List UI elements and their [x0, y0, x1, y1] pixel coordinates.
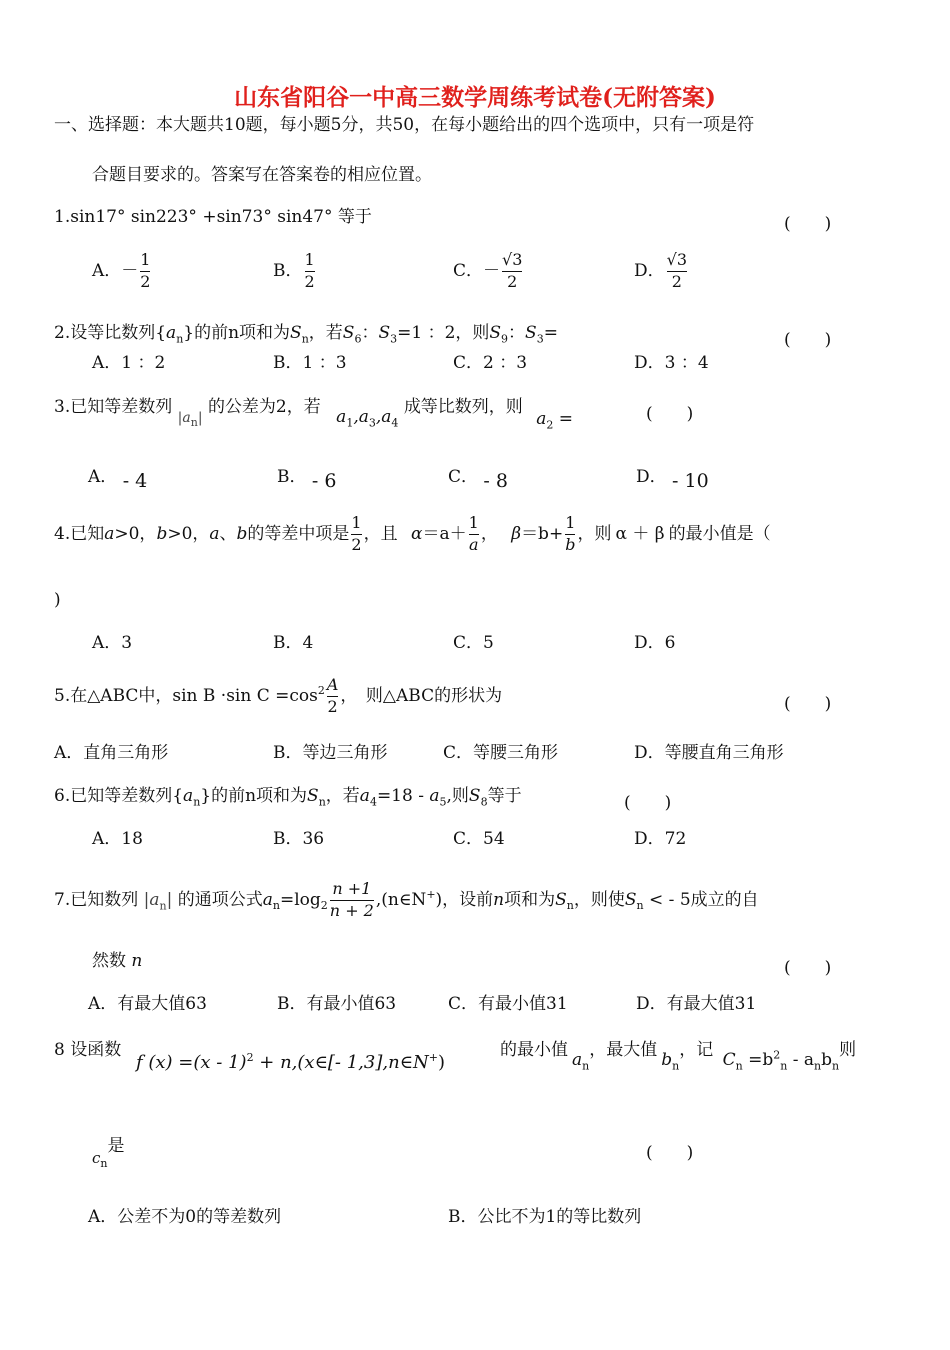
question-1-option-c: C．－ $\frac{√3}{2}$ — [453, 250, 523, 291]
question-7-option-b: B．有最小值63 — [277, 994, 397, 1014]
question-2-answer-blank: ( ) — [784, 330, 832, 350]
question-4-option-d: D．6 — [634, 633, 676, 653]
question-7-stem: 7.已知数列 $|a_n|$ 的通项公式$a_n=\log_2$ $\frac{n +1}{n + 2}$ ,(n∈N+)，设前n项和为$S_n$，则使$S_n$ < - 5成立的自 — [54, 879, 759, 920]
question-6-option-d: D．72 — [634, 829, 687, 849]
section-instructions-line1: 一、选择题：本大题共10题，每小题5分，共50，在每小题给出的四个选项中，只有一项是符 — [54, 115, 755, 135]
question-1-stem: 1.sin17° sin223° +sin73° sin47° 等于 — [54, 207, 372, 227]
question-5-option-a: A．直角三角形 — [54, 743, 169, 763]
question-1-option-b: B． $\frac{1}{2}$ — [273, 250, 315, 291]
question-6-option-c: C．54 — [453, 829, 505, 849]
question-2-stem: 2.设等比数列$\{a_n\}$的前n项和为$S_n$，若$S_6$：$S_3=1$ ：2，则$S_9$：$S_3=$ — [54, 323, 558, 346]
question-3-option-d: D． - 10 — [636, 467, 709, 492]
question-8-stem-intro: 8 设函数 — [54, 1040, 122, 1060]
question-2-option-c: C．2 ：3 — [453, 353, 528, 373]
question-1-answer-blank: ( ) — [784, 214, 832, 234]
question-8-answer-blank: ( ) — [646, 1143, 694, 1163]
question-6-stem: 6.已知等差数列$\{a_n\}$的前n项和为$S_n$，若$a_4=18 - a_5$,则$S_8$等于 — [54, 786, 522, 809]
question-1-option-d: D． $\frac{√3}{2}$ — [634, 250, 688, 291]
question-4-option-c: C．5 — [453, 633, 494, 653]
exam-title: 山东省阳谷一中高三数学周练考试卷(无附答案) — [234, 84, 716, 111]
section-instructions-line2: 合题目要求的。答案写在答案卷的相应位置。 — [92, 165, 432, 185]
question-5-answer-blank: ( ) — [784, 694, 832, 714]
question-7-option-d: D．有最大值31 — [636, 994, 757, 1014]
question-3-option-b: B． - 6 — [277, 467, 337, 492]
question-2-option-d: D．3 ：4 — [634, 353, 709, 373]
question-4-stem: 4.已知a>0，b>0，a、b的等差中项是 $\frac{1}{2}$ ，且 α＝a＋ $\frac{1}{a}$ ， β＝b+ $\frac{1}{b}$ ，则 α ＋ β 的最小值是（ — [54, 513, 771, 554]
question-7-option-a: A．有最大值63 — [88, 994, 207, 1014]
question-3-answer-blank: ( ) — [646, 404, 694, 424]
question-6-option-b: B．36 — [273, 829, 325, 849]
question-8-function: f (x) =(x - 1)$^2$ + n,(x∈[- 1,3],n∈N+) — [136, 1051, 446, 1073]
question-5-option-d: D．等腰直角三角形 — [634, 743, 784, 763]
question-8-option-b: B．公比不为1的等比数列 — [448, 1207, 642, 1227]
question-8-option-a: A．公差不为0的等差数列 — [88, 1207, 282, 1227]
question-5-stem: 5.在△ABC中，sin B ·sin $C =\cos^2$ $\frac{A}{2}$ ， 则△ABC的形状为 — [54, 675, 503, 716]
question-3-option-c: C． - 8 — [448, 467, 508, 492]
question-5-option-b: B．等边三角形 — [273, 743, 388, 763]
question-8-stem-rest: 的最小值 $a_n$，最大值 $b_n$，记 $C_n =b^2_n - a_nb_n$则 — [500, 1040, 857, 1073]
question-6-answer-blank: ( ) — [624, 793, 672, 813]
question-2-option-a: A．1 ：2 — [92, 353, 166, 373]
question-7-answer-blank: ( ) — [784, 958, 832, 978]
question-4-option-b: B．4 — [273, 633, 314, 653]
question-3-stem: 3.已知等差数列 $_{|a_n|}$ 的公差为2，若 $a_1,a_3,a_4$ 成等比数列，则 $a_2$ = — [54, 397, 574, 432]
question-8-stem-line2: $c_n$是 — [92, 1136, 125, 1170]
question-3-option-a: A． - 4 — [88, 467, 148, 492]
question-4-option-a: A．3 — [92, 633, 133, 653]
question-7-stem-line2: 然数 n — [92, 951, 143, 971]
question-1-option-a: A．－ $\frac{1}{2}$ — [92, 250, 151, 291]
question-2-option-b: B．1 ：3 — [273, 353, 347, 373]
question-6-option-a: A．18 — [92, 829, 143, 849]
question-5-option-c: C．等腰三角形 — [443, 743, 559, 763]
question-4-stem-close: ) — [54, 590, 61, 610]
question-7-option-c: C．有最小值31 — [448, 994, 568, 1014]
